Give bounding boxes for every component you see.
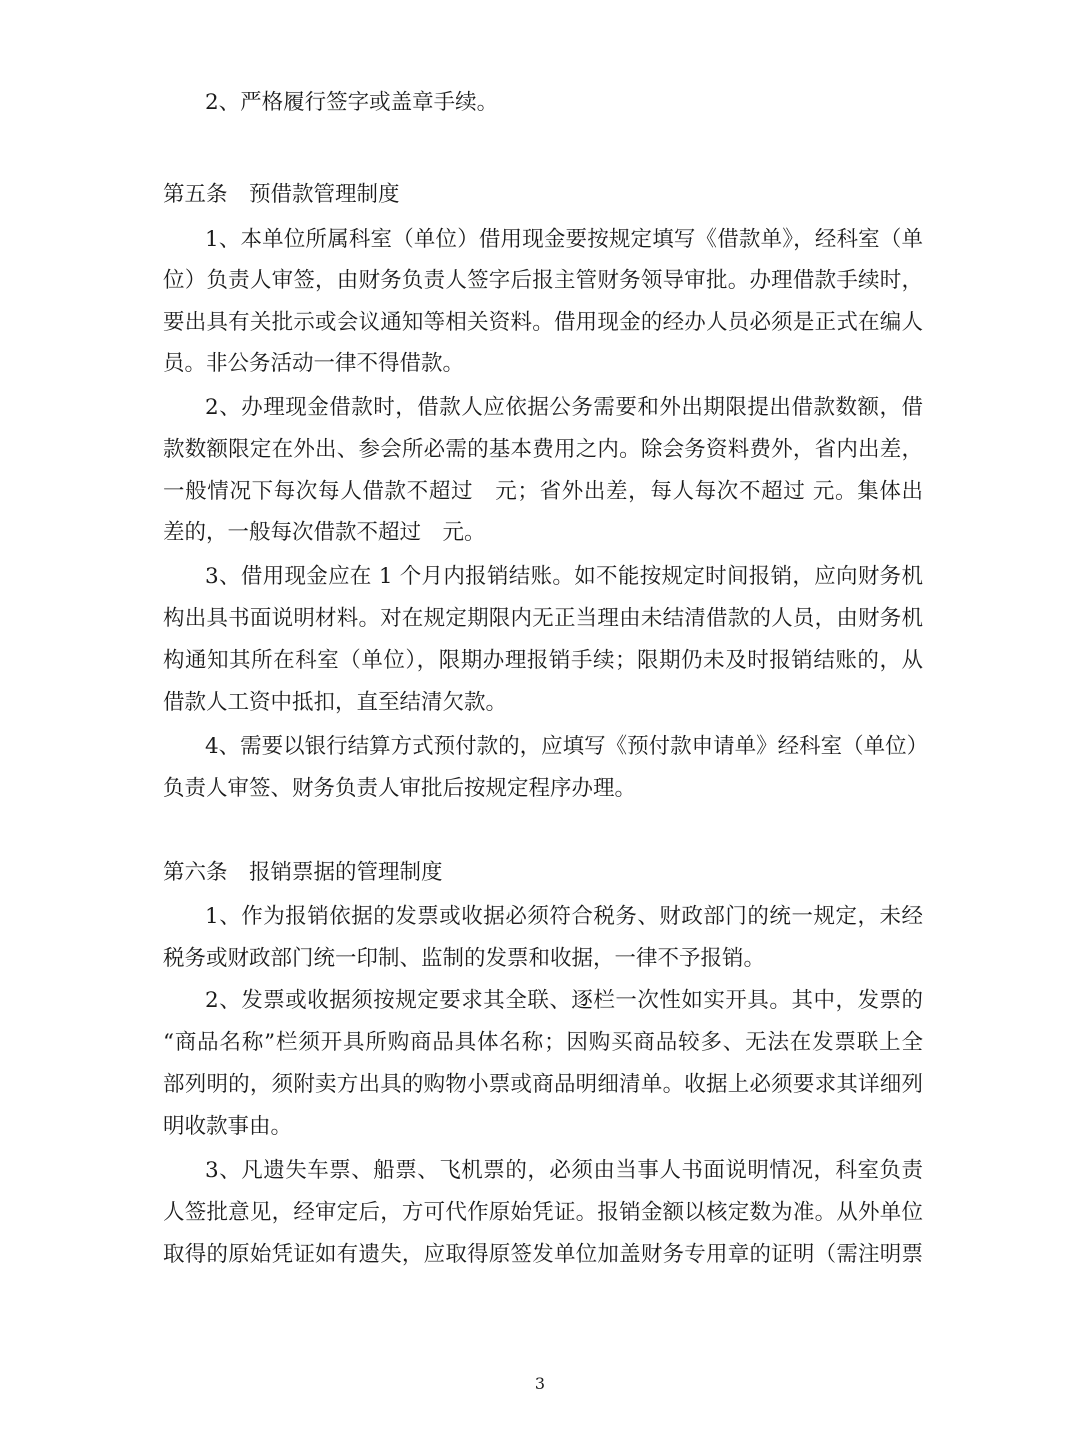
page-number: 3 (534, 1374, 546, 1393)
paragraph-line: 4、需要以银行结算方式预付款的，应填写《预付款申请单》经科室（单位） (205, 734, 929, 759)
paragraph-line: 一般情况下每次每人借款不超过 元；省外出差，每人每次不超过 元。集体出 (163, 479, 923, 504)
article6-heading: 第六条 报销票据的管理制度 (163, 860, 443, 885)
paragraph-line: 1、作为报销依据的发票或收据必须符合税务、财政部门的统一规定，未经 (205, 904, 923, 929)
paragraph-line: 3、凡遗失车票、船票、飞机票的，必须由当事人书面说明情况，科室负责 (205, 1158, 923, 1183)
paragraph-line: 明收款事由。 (163, 1114, 293, 1139)
paragraph-line: 2、办理现金借款时，借款人应依据公务需要和外出期限提出借款数额，借 (205, 395, 923, 420)
paragraph-line: 位）负责人审签，由财务负责人签字后报主管财务领导审批。办理借款手续时， (163, 268, 923, 293)
intro-item-line: 2、严格履行签字或盖章手续。 (205, 90, 499, 115)
article5-heading: 第五条 预借款管理制度 (163, 182, 400, 207)
paragraph-line: 取得的原始凭证如有遗失，应取得原签发单位加盖财务专用章的证明（需注明票 (163, 1242, 923, 1267)
paragraph-line: 部列明的，须附卖方出具的购物小票或商品明细清单。收据上必须要求其详细列 (163, 1072, 923, 1097)
paragraph-line: 3、借用现金应在 1 个月内报销结账。如不能按规定时间报销，应向财务机 (205, 564, 923, 589)
paragraph-line: 构出具书面说明材料。对在规定期限内无正当理由未结清借款的人员，由财务机 (163, 606, 923, 631)
paragraph-line: 2、发票或收据须按规定要求其全联、逐栏一次性如实开具。其中，发票的 (205, 988, 923, 1013)
paragraph-line: 员。非公务活动一律不得借款。 (163, 351, 465, 376)
paragraph-line: 款数额限定在外出、参会所必需的基本费用之内。除会务资料费外，省内出差， (163, 437, 923, 462)
paragraph-line: 税务或财政部门统一印制、监制的发票和收据，一律不予报销。 (163, 946, 766, 971)
paragraph-line: 构通知其所在科室（单位），限期办理报销手续；限期仍未及时报销结账的，从 (163, 648, 923, 673)
paragraph-line: 人签批意见，经审定后，方可代作原始凭证。报销金额以核定数为准。从外单位 (163, 1200, 923, 1225)
paragraph-line: 要出具有关批示或会议通知等相关资料。借用现金的经办人员必须是正式在编人 (163, 310, 923, 335)
paragraph-line: 负责人审签、财务负责人审批后按规定程序办理。 (163, 776, 637, 801)
paragraph-line: “商品名称”栏须开具所购商品具体名称；因购买商品较多、无法在发票联上全 (163, 1030, 923, 1055)
paragraph-line: 借款人工资中抵扣，直至结清欠款。 (163, 690, 508, 715)
paragraph-line: 差的，一般每次借款不超过 元。 (163, 520, 486, 545)
paragraph-line: 1、本单位所属科室（单位）借用现金要按规定填写《借款单》，经科室（单 (205, 227, 923, 252)
